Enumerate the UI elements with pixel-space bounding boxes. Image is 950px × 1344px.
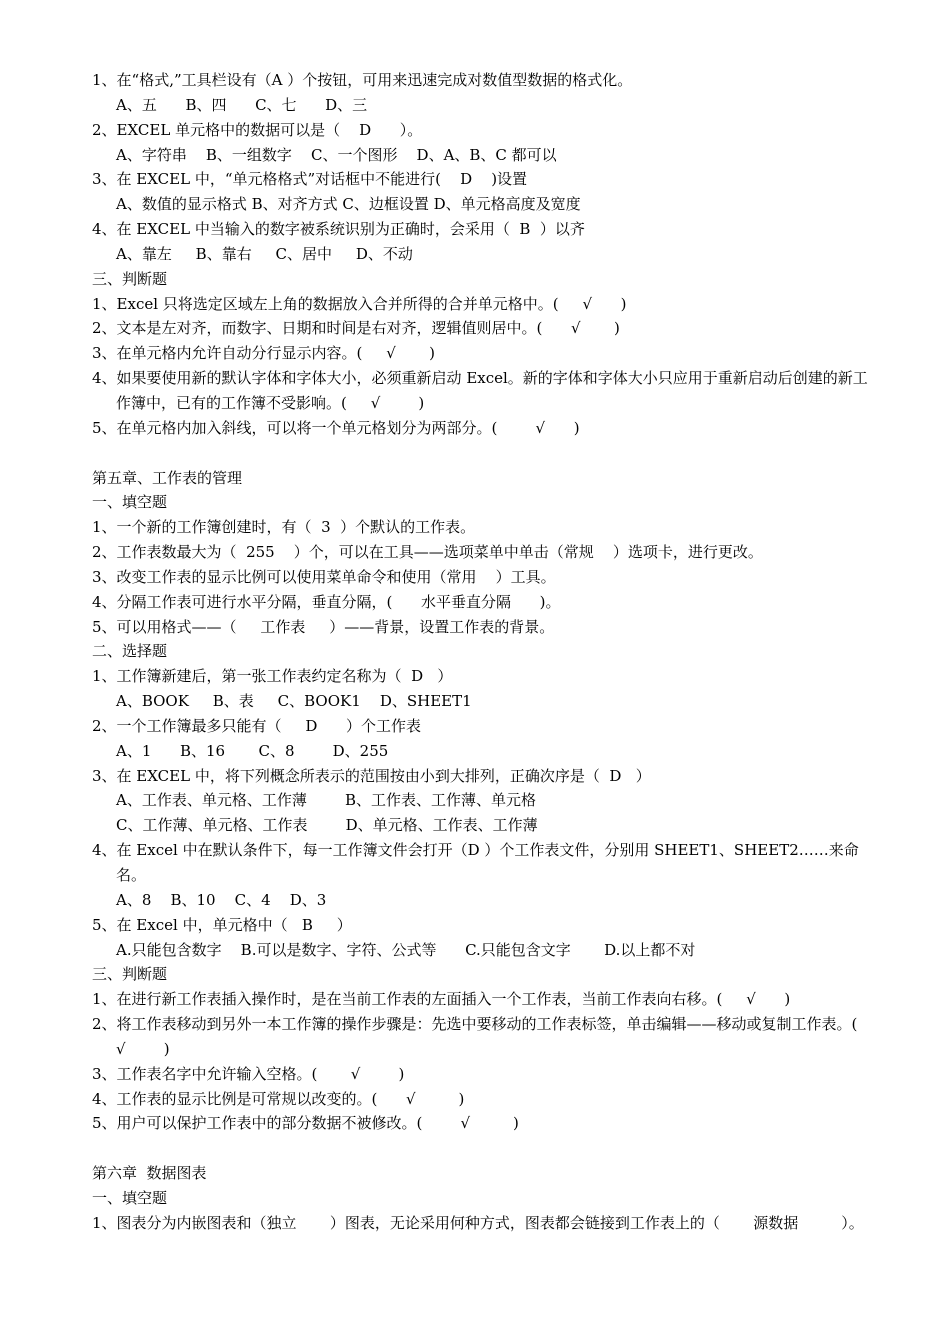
text-line: 1、工作簿新建后，第一张工作表约定名称为（ D ） [92,667,453,686]
text-line: 2、工作表数最大为（ 255 ）个，可以在工具——选项菜单中单击（常规 ）选项卡，进行更改。 [92,543,763,562]
text-line: 2、将工作表移动到另外一本工作簿的操作步骤是：先选中要移动的工作表标签，单击编辑——移动或复制工作表。( √ ) [92,1015,887,1058]
text-line: 1、Excel 只将选定区域左上角的数据放入合并所得的合并单元格中。( √ ) [92,294,627,313]
text-line: A、1 B、16 C、8 D、255 [116,741,389,760]
text-line: 4、分隔工作表可进行水平分隔，垂直分隔，( 水平垂直分隔 )。 [92,592,561,611]
text-line: 第五章、工作表的管理 [92,468,243,487]
text-line: A.只能包含数字 B.可以是数字、字符、公式等 C.只能包含文字 D.以上都不对 [116,940,696,959]
text-line: 4、在 Excel 中在默认条件下，每一工作簿文件会打开（D ）个工作表文件，分别用 SHEET1、SHEET2……来命名。 [92,841,859,884]
text-line: 1、在“格式,”工具栏设有（A ）个按钮，可用来迅速完成对数值型数据的格式化。 [92,71,633,89]
text-line: 一、填空题 [92,493,168,512]
text-line: 4、在 EXCEL 中当输入的数字被系统识别为正确时，会采用（ B ）以齐 [92,220,585,239]
text-line: 3、在 EXCEL 中，将下列概念所表示的范围按由小到大排列，正确次序是（ D ） [92,766,651,785]
text-line: 一、填空题 [92,1188,168,1207]
text-line: 2、文本是左对齐，而数字、日期和时间是右对齐，逻辑值则居中。( √ ) [92,319,620,338]
text-line: C、工作薄、单元格、工作表 D、单元格、工作表、工作薄 [116,816,538,835]
text-line: 3、工作表名字中允许输入空格。( √ ) [92,1064,405,1083]
text-line: A、五 B、四 C、七 D、三 [116,95,368,114]
text-line: 5、用户可以保护工作表中的部分数据不被修改。( √ ) [92,1114,519,1133]
text-line: 1、图表分为内嵌图表和（独立 ）图表，无论采用何种方式，图表都会链接到工作表上的（ 源数据 ）。 [92,1213,864,1232]
text-line: 第六章 数据图表 [92,1164,207,1183]
text-line: 4、如果要使用新的默认字体和字体大小，必须重新启动 Excel。新的字体和字体大小只应用于重新启动后创建的新工作簿中，已有的工作簿不受影响。( √ ) [92,369,868,412]
document-page [92,68,887,1236]
blank-line [92,1136,872,1161]
text-line: 5、可以用格式——（ 工作表 ）——背景，设置工作表的背景。 [92,617,555,636]
text-line: 三、判断题 [92,269,168,288]
text-line: A、字符串 B、一组数字 C、一个图形 D、A、B、C 都可以 [116,145,557,164]
text-line: 三、判断题 [92,965,168,984]
text-line: 2、一个工作簿最多只能有（ D ）个工作表 [92,716,422,735]
text-line: 2、EXCEL 单元格中的数据可以是（ D ）。 [92,120,423,139]
text-line: 3、在单元格内允许自动分行显示内容。( √ ) [92,344,436,363]
text-line: A、8 B、10 C、4 D、3 [116,890,327,909]
text-line: A、数值的显示格式 B、对齐方式 C、边框设置 D、单元格高度及宽度 [116,195,581,214]
text-line: 3、在 EXCEL 中，“单元格格式”对话框中不能进行( D )设置 [92,170,528,189]
text-line: 5、在单元格内加入斜线，可以将一个单元格划分为两部分。( √ ) [92,418,580,437]
text-line: 5、在 Excel 中，单元格中（ B ） [92,915,352,934]
text-line: A、BOOK B、表 C、BOOK1 D、SHEET1 [116,692,472,711]
text-line: 1、一个新的工作簿创建时，有（ 3 ）个默认的工作表。 [92,518,476,537]
text-line: A、靠左 B、靠右 C、居中 D、不动 [116,244,413,263]
text-line: 3、改变工作表的显示比例可以使用菜单命令和使用（常用 ）工具。 [92,567,556,586]
blank-line [92,441,872,466]
text-line: 4、工作表的显示比例是可常规以改变的。( √ ) [92,1089,465,1108]
text-line: 二、选择题 [92,642,168,661]
text-line: 1、在进行新工作表插入操作时，是在当前工作表的左面插入一个工作表，当前工作表向右移。( √ ) [92,990,791,1009]
text-line: A、工作表、单元格、工作薄 B、工作表、工作薄、单元格 [116,791,537,810]
